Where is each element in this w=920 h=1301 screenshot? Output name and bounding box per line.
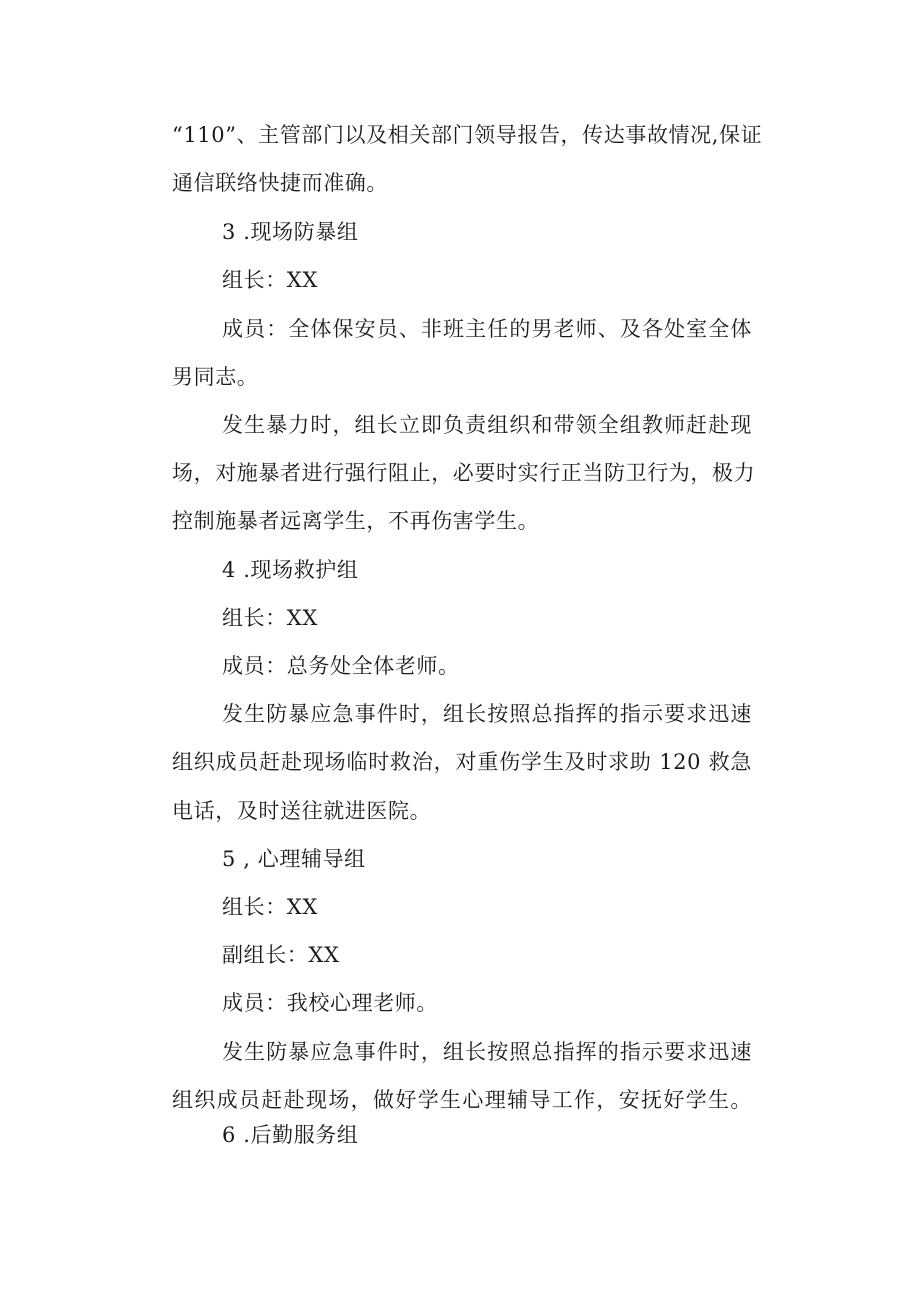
paragraph-line: “110”、主管部门以及相关部门领导报告，传达事故情况,保证 — [172, 123, 763, 147]
deputy-leader-line: 副组长：XX — [222, 943, 340, 967]
group-leader-line: 组长：XX — [222, 606, 318, 630]
group-leader-line: 组长：XX — [222, 895, 318, 919]
paragraph-line: 电话，及时送往就进医院。 — [172, 799, 432, 823]
members-line: 成员：我校心理老师。 — [222, 991, 438, 1015]
paragraph-line: 发生防暴应急事件时，组长按照总指挥的指示要求迅速 — [222, 1040, 752, 1064]
section-heading-6: 6 .后勤服务组 — [222, 1123, 359, 1147]
members-line: 成员：全体保安员、非班主任的男老师、及各处室全体 — [222, 317, 752, 341]
group-leader-line: 组长：XX — [222, 268, 318, 292]
paragraph-line: 通信联络快捷而准确。 — [172, 171, 388, 195]
section-heading-3: 3 .现场防暴组 — [222, 220, 359, 244]
paragraph-line: 发生暴力时，组长立即负责组织和带领全组教师赶赴现 — [222, 413, 752, 437]
paragraph-line: 场，对施暴者进行强行阻止，必要时实行正当防卫行为，极力 — [172, 461, 756, 485]
paragraph-line: 男同志。 — [172, 365, 259, 389]
section-heading-4: 4 .现场救护组 — [222, 558, 359, 582]
paragraph-line: 控制施暴者远离学生，不再伤害学生。 — [172, 509, 540, 533]
section-heading-5: 5 , 心理辅导组 — [222, 847, 366, 871]
paragraph-line: 发生防暴应急事件时，组长按照总指挥的指示要求迅速 — [222, 702, 752, 726]
paragraph-line: 组织成员赶赴现场临时救治，对重伤学生及时求助 120 救急 — [172, 750, 752, 774]
paragraph-line: 组织成员赶赴现场，做好学生心理辅导工作，安抚好学生。 — [172, 1088, 752, 1112]
members-line: 成员：总务处全体老师。 — [222, 654, 460, 678]
